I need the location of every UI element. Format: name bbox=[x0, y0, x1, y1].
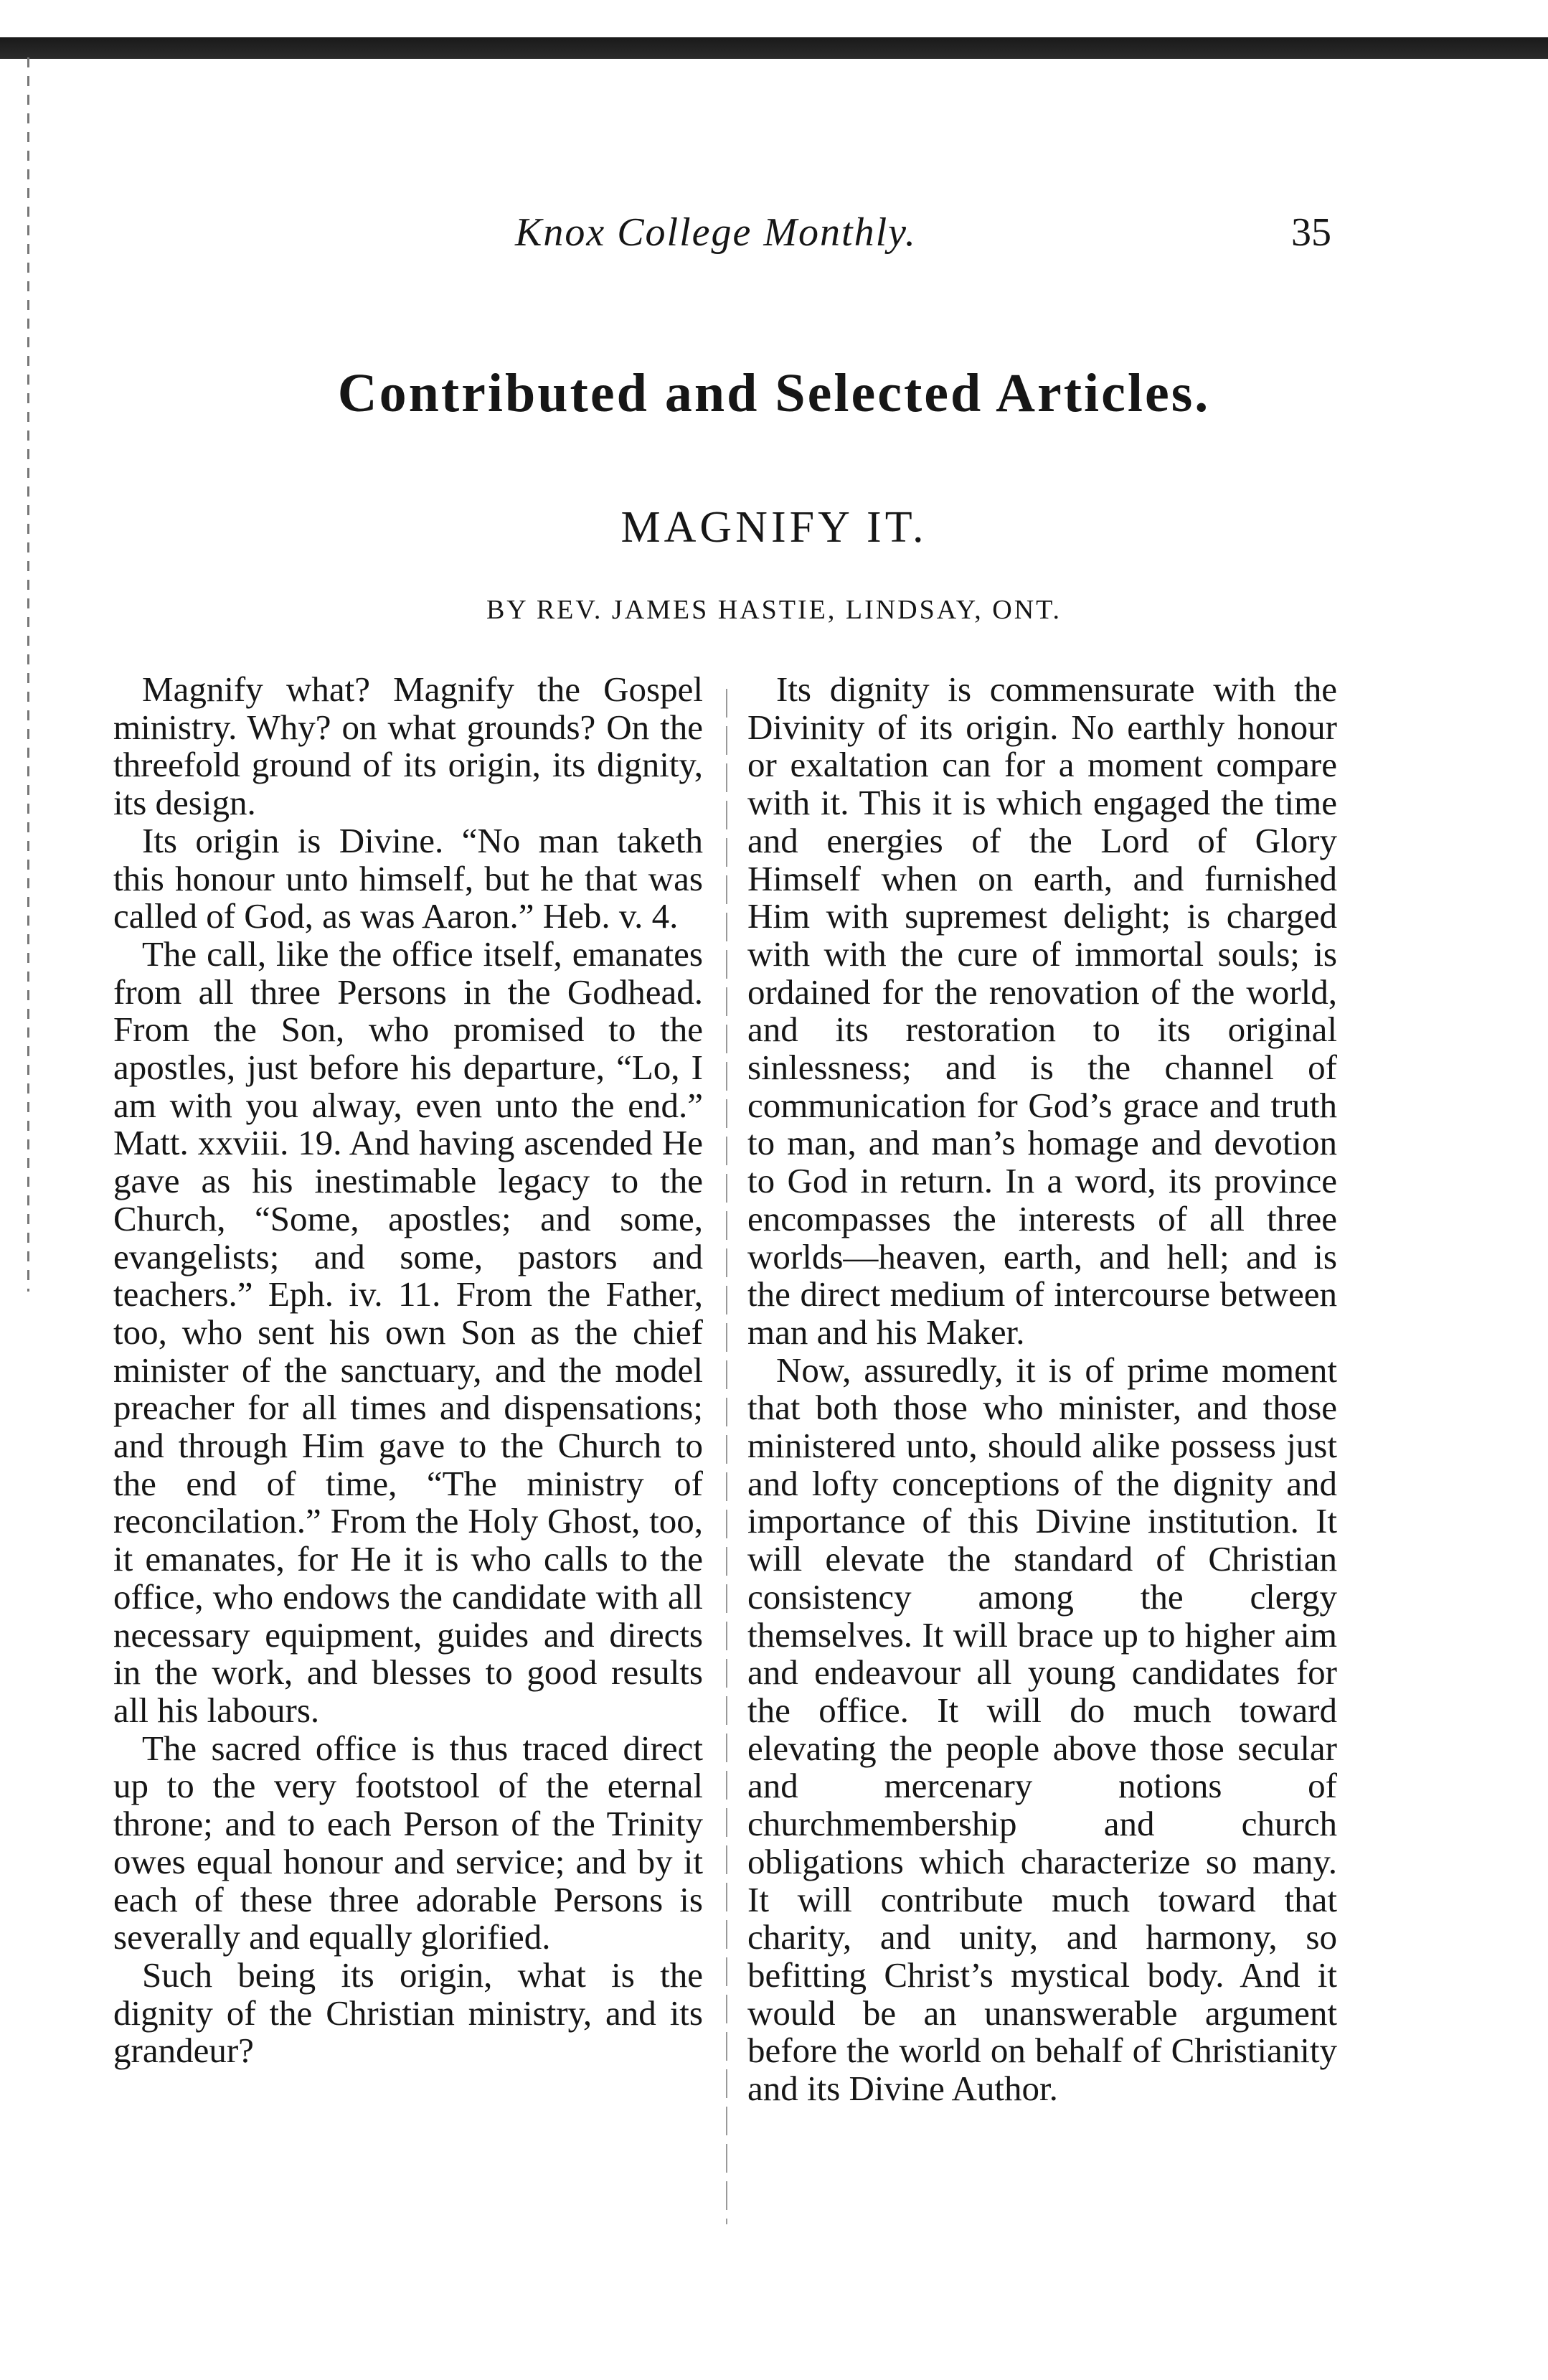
paragraph: Its dignity is commensurate with the Divinity of its origin. No earthly honour or exaltation can for a moment compare with it. This it is which engaged the time and energies of the Lord of Glory Himself when on earth, and furnished Him with supremest delight; is charged with with the cure of immortal souls; is ordained for the renovation of the world, and its restoration to its original sinlessness; and is the channel of communication for God’s grace and truth to man, and man’s homage and devotion to God in return. In a word, its province encompasses the interests of all three worlds—heaven, earth, and hell; and is the direct medium of intercourse between man and his Maker. bbox=[747, 669, 1337, 1352]
paragraph: The call, like the office itself, emanates from all three Persons in the Godhead. From the Son, who promised to the apostles, just before his departure, “Lo, I am with you alway, even unto the end.” Matt. xxviii. 19. And having ascended He gave as his inestimable legacy to the Church, “Some, apostles; and some, evangelists; and some, pastors and teachers.” Eph. iv. 11. From the Father, too, who sent his own Son as the chief minister of the sanctuary, and the model preacher for all times and dispensations; and through Him gave to the Church to the end of time, “The ministry of reconcilation.” From the Holy Ghost, too, it emanates, for He it is who calls to the office, who endows the candidate with all necessary equipment, guides and directs in the work, and blesses to good results all his labours. bbox=[113, 933, 703, 1730]
page-number: 35 bbox=[1291, 210, 1331, 255]
paragraph: The sacred office is thus traced direct up to the very footstool of the eternal throne; and to each Person of the Trinity owes equal honour and service; and by it each of these three adorable Persons is severally and equally glorified. bbox=[113, 1728, 703, 1957]
left-column bbox=[113, 671, 703, 2070]
section-heading: Contributed and Selected Articles. bbox=[337, 363, 1211, 423]
column-divider bbox=[726, 689, 727, 2224]
paragraph: Such being its origin, what is the dignity of the Christian ministry, and its grandeur? bbox=[113, 1955, 703, 2071]
paragraph: Magnify what? Magnify the Gospel ministry. Why? on what grounds? On the threefold ground of its origin, its dignity, its design. bbox=[113, 669, 703, 823]
article-byline: BY REV. JAMES HASTIE, LINDSAY, ONT. bbox=[486, 595, 1062, 625]
running-title: Knox College Monthly. bbox=[515, 210, 917, 255]
paragraph: Now, assuredly, it is of prime moment that both those who minister, and those ministered unto, should alike possess just and lofty conceptions of the dignity and importance of this Divine institution. It will elevate the standard of Christian consistency among the clergy themselves. It will brace up to higher aim and endeavour all young candidates for the office. It will do much toward elevating the people above those secular and mercenary notions of churchmembership and church obligations which characterize so many. It will contribute much toward that charity, and unity, and harmony, so befitting Christ’s mystical body. And it would be an unanswerable argument before the world on behalf of Christianity and its Divine Author. bbox=[747, 1350, 1337, 2109]
top-border-rule bbox=[0, 37, 1548, 59]
paragraph: Its origin is Divine. “No man taketh this honour unto himself, but he that was called of God, as was Aaron.” Heb. v. 4. bbox=[113, 820, 703, 936]
running-head bbox=[0, 210, 1548, 267]
right-column bbox=[747, 671, 1337, 2108]
article-title: MAGNIFY IT. bbox=[620, 503, 928, 552]
